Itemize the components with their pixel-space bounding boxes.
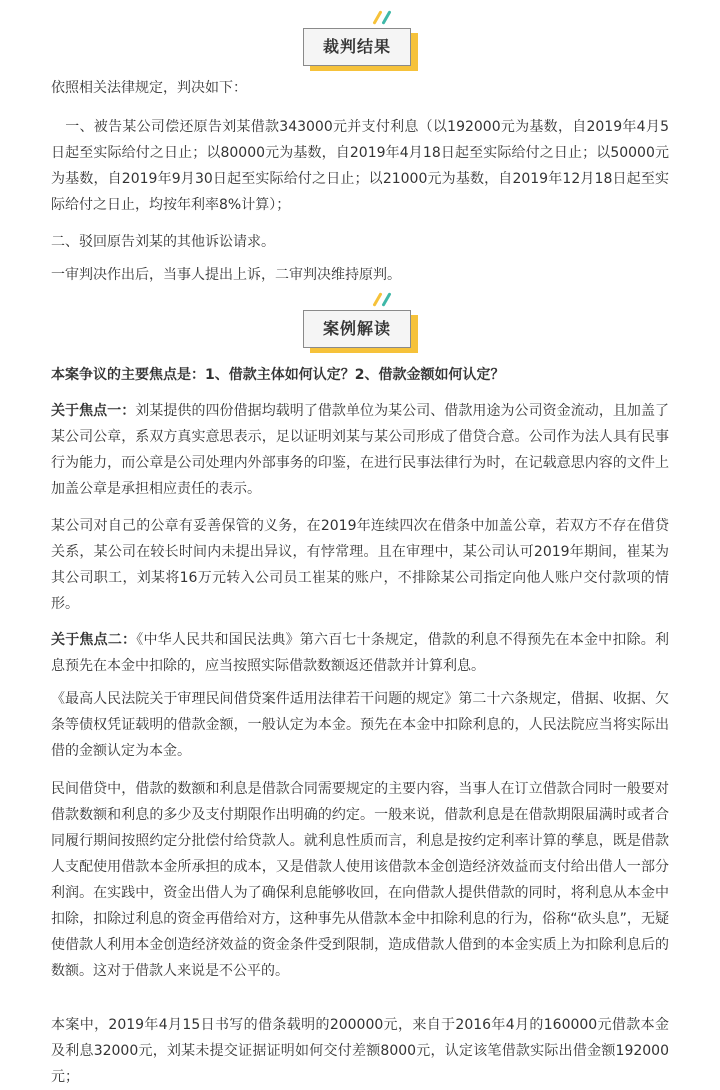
paragraph-focus-main: 本案争议的主要焦点是：1、借款主体如何认定？2、借款金额如何认定？ [51,367,505,383]
paragraph-spc-rule: 《最高人民法院关于审理民间借贷案件适用法律若干问题的规定》第二十六条规定，借据、收据、欠条等债权凭证载明的借款金额，一般认定为本金。预先在本金中扣除利息的，人民法院应当将实际出借的金额认定为本金。 [51,691,669,759]
paragraph-appeal: 一审判决作出后，当事人提出上诉，二审判决维持原判。 [51,267,401,283]
paragraph-private-lending: 民间借贷中，借款的数额和利息是借款合同需要规定的主要内容，当事人在订立借款合同时一般要对借款数额和利息的多少及支付期限作出明确的约定。一般来说，借款利息是在借款期限届满时或者合同履行期间按照约定分批偿付给贷款人。就利息性质而言，利息是按约定利率计算的孳息，既是借款人支配使用借款本金所承担的成本，又是借款人使用该借款本金创造经济效益而支付给出借人一部分利润。在实践中，资金出借人为了确保利息能够收回，在向借款人提供借款的同时，将利息从本金中扣除，扣除过利息的资金再借给对方，这种事先从借款本金中扣除利息的行为，俗称“砍头息”，无疑使借款人利用本金创造经济效益的资金条件受到限制，造成借款人借到的本金实质上为扣除利息后的数额。这对于借款人来说是不公平的。 [51,781,669,979]
section-header-verdict [0,8,720,68]
section-title: 裁判结果 [322,37,391,56]
focus2-label: 关于焦点二： [51,632,137,648]
paragraph-item1: 一、被告某公司偿还原告刘某借款343000元并支付利息（以192000元为基数，自2019年4月5日起至实际给付之日止；以80000元为基数，自2019年4月18日起至实际给付之日止；以50000元为基数，自2019年9月30日起至实际给付之日止；以21000元为基数，自2019年12月18日起至实际给付之日止，均按年利率8%计算）； [51,119,669,213]
paragraph-item2: 二、驳回原告刘某的其他诉讼请求。 [51,234,275,250]
focus1-label: 关于焦点一： [51,403,136,419]
paragraph-focus2 [51,627,669,679]
section-title: 案例解读 [322,319,391,338]
section-header-analysis [0,290,720,350]
paragraph-intro: 依照相关法律规定，判决如下： [51,80,247,96]
focus1-text: 刘某提供的四份借据均载明了借款单位为某公司、借款用途为公司资金流动，且加盖了某公司公章，系双方真实意思表示，足以证明刘某与某公司形成了借贷合意。公司作为法人具有民事行为能力，而公章是公司处理内外部事务的印鉴，在进行民事法律行为时，在记载意思内容的文件上加盖公章是承担相应责任的表示。 [51,403,669,497]
paragraph-focus1 [51,398,669,502]
focus2-text: 《中华人民共和国民法典》第六百七十条规定，借款的利息不得预先在本金中扣除。利息预先在本金中扣除的，应当按照实际借款数额返还借款并计算利息。 [51,632,670,674]
paragraph-seal: 某公司对自己的公章有妥善保管的义务，在2019年连续四次在借条中加盖公章，若双方不存在借贷关系，某公司在较长时间内未提出异议，有悖常理。且在审理中，某公司认可2019年期间，崔某为其公司职工，刘某将16万元转入公司员工崔某的账户，不排除某公司指定向他人账户交付款项的情形。 [51,518,669,612]
paragraph-case: 本案中，2019年4月15日书写的借条载明的200000元，来自于2016年4月的160000元借款本金及利息32000元，刘某未提交证据证明如何交付差额8000元，认定该笔借款实际出借金额192000元； [51,1017,669,1085]
